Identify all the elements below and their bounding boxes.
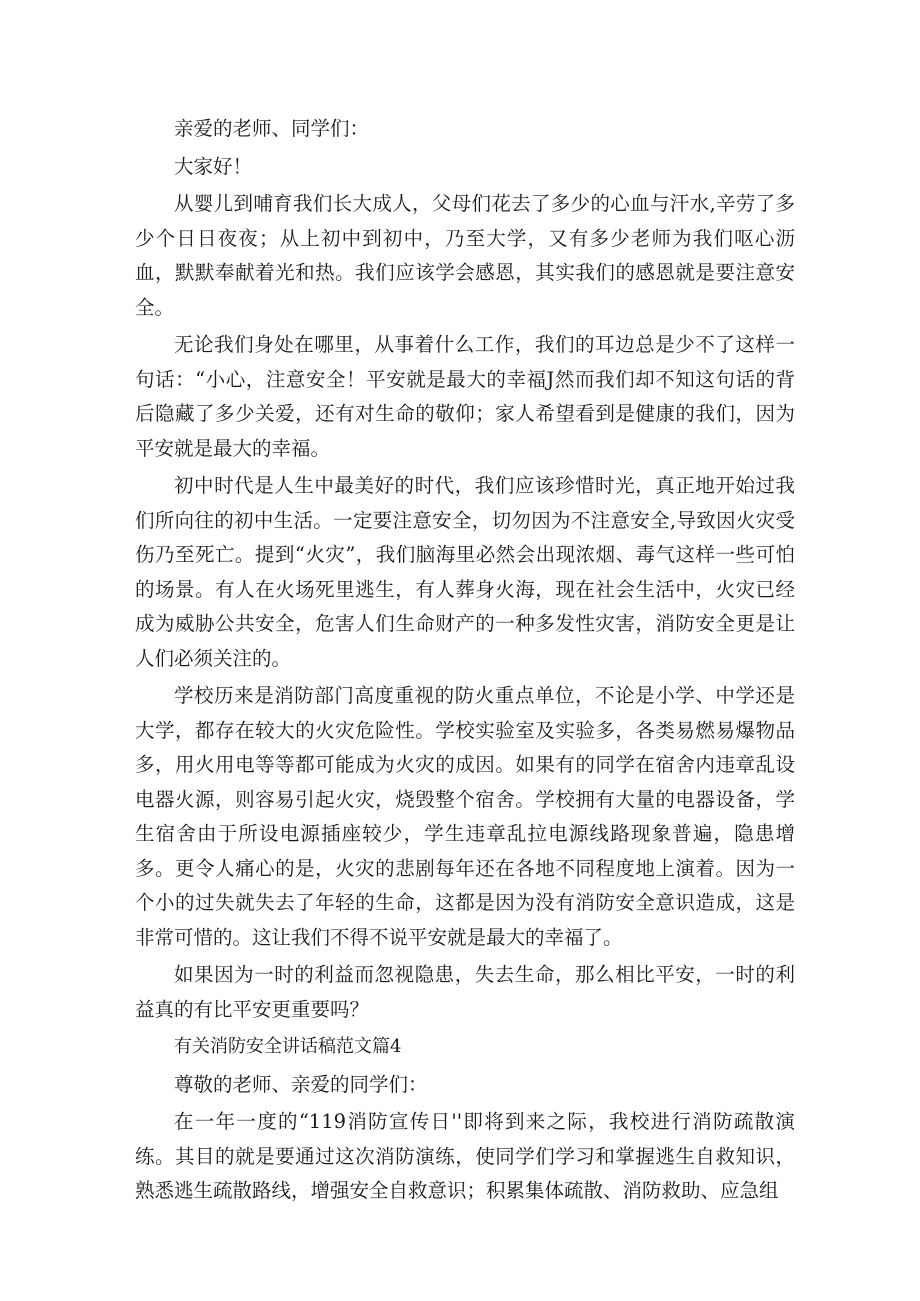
greeting: 大家好！: [174, 154, 253, 178]
paragraph: 如果因为一时的利益而忽视隐患，失去生命，那么相比平安，一时的利益真的有比平安更重要吗？: [135, 963, 795, 1021]
section-heading: 有关消防安全讲话稿范文篇4: [174, 1036, 402, 1057]
document-body: [135, 112, 795, 1212]
paragraph: 在一年一度的“119消防宣传日''即将到来之际，我校进行消防疏散演练。其目的就是要通过这次消防演练，使同学们学习和掌握逃生自救知识，熟悉逃生疏散路线，增强安全自救意识；积累集体疏散、消防救助、应急组: [135, 1110, 795, 1202]
paragraph: 初中时代是人生中最美好的时代，我们应该珍惜时光，真正地开始过我们所向往的初中生活。一定要注意安全，切勿因为不注意安全,导致因火灾受伤乃至死亡。提到“火灾”，我们脑海里必然会出现浓烟、毒气这样一些可怕的场景。有人在火场死里逃生，有人葬身火海，现在社会生活中，火灾已经成为威胁公共安全，危害人们生命财产的一种多发性灾害，消防安全更是让人们必须关注的。: [135, 474, 795, 670]
paragraph: 从婴儿到哺育我们长大成人，父母们花去了多少的心血与汗水,辛劳了多少个日日夜夜；从上初中到初中，乃至大学，又有多少老师为我们呕心沥血，默默奉献着光和热。我们应该学会感恩，其实我们的感恩就是要注意安全。: [135, 192, 795, 319]
salutation: 尊敬的老师、亲爱的同学们：: [174, 1072, 428, 1096]
paragraph: 无论我们身处在哪里，从事着什么工作，我们的耳边总是少不了这样一句话：“小心，注意安全！平安就是最大的幸福J然而我们却不知这句话的背后隐藏了多少关爱，还有对生命的敬仰；家人希望看到是健康的我们，因为平安就是最大的幸福。: [135, 333, 795, 460]
paragraph: 学校历来是消防部门高度重视的防火重点单位，不论是小学、中学还是大学，都存在较大的火灾危险性。学校实验室及实验多，各类易燃易爆物品多，用火用电等等都可能成为火灾的成因。如果有的同学在宿舍内违章乱设电器火源，则容易引起火灾，烧毁整个宿舍。学校拥有大量的电器设备，学生宿舍由于所设电源插座较少，学生违章乱拉电源线路现象普遍，隐患增多。更令人痛心的是，火灾的悲剧每年还在各地不同程度地上演着。因为一个小的过失就失去了年轻的生命，这都是因为没有消防安全意识造成，这是非常可惜的。这让我们不得不说平安就是最大的幸福了。: [135, 684, 795, 949]
salutation: 亲爱的老师、同学们：: [174, 117, 370, 140]
